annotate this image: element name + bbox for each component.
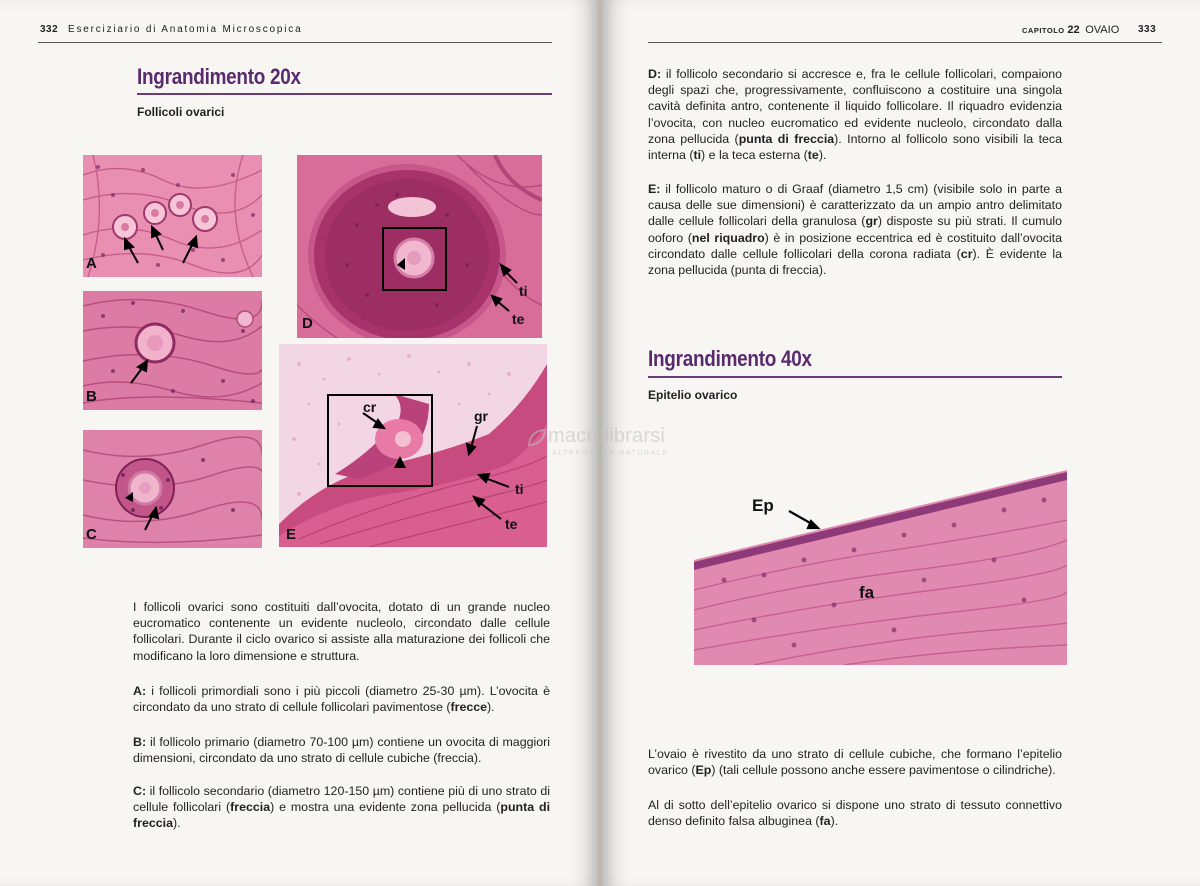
bold-d-1: punta di freccia [738,131,835,146]
text-fa-1: Al di sotto dell’epitelio ovarico si dispone uno strato di tessuto connettivo denso definito falsa albuginea ( [648,798,1062,829]
subtitle-epitelio: Epitelio ovarico [648,388,738,402]
header-rule [38,42,552,43]
label-e-gr: gr [474,408,488,424]
bold-e-2: nel riquadro [691,230,765,245]
page-number-right: 333 [1138,24,1157,35]
section-rule [137,93,552,95]
watermark-brand: macrolibrarsi [548,425,666,447]
paragraph-epitelio-1 [648,746,1062,778]
micrograph-a [83,155,262,277]
text-c-2: ) e mostra una evidente zona pellucida ( [270,800,501,815]
figure-letter-b: B [86,388,97,405]
text-e-1: il follicolo maturo o di Graaf (diametro 1,5 cm) (visibile solo in parte a causa delle sue dimensioni) è caratterizzato da un ampio antro delimitato dalle cellule follicolari della granulosa ( [648,182,1062,229]
bold-ep: Ep [695,763,712,778]
figure-letter-d: D [302,315,313,332]
label-fa: fa [859,583,875,602]
micrograph-d [297,155,542,338]
bold-e-1: gr [865,214,878,229]
header-rule-right [648,42,1162,43]
text-ep-2: ) (tali cellule possono anche essere pavimentose o cilindriche). [711,763,1056,778]
micrograph-b [83,291,262,410]
micrograph-c [83,430,262,548]
bold-d-3: te [807,148,819,163]
text-d-4: ). [818,148,827,163]
paragraph-epitelio-2 [648,797,1062,829]
text-e-3: ) è in posizione eccentrica ed è costituito dall’ovocita circondato dalle cellule follicolari della corona radiata ( [648,230,1062,261]
left-page [0,0,598,886]
label-d-ti: ti [519,283,528,299]
paragraph-a [133,683,550,715]
lead-c: C: [133,784,147,798]
intro-paragraph: I follicoli ovarici sono costituiti dall’ovocita, dotato di un grande nucleo eucromatico contenente un evidente nucleolo, circondato dalle cellule follicolari. Durante il ciclo ovarico si assiste alla maturazione dei follicoli che modificano la loro dimensione e struttura. [133,600,550,663]
paragraph-c [133,783,550,832]
text-d-1: il follicolo secondario si accresce e, fra le cellule follicolari, compaiono degli spazi che, progressivamente, confluiscono a costituire una singola cavità definita antro, contenente il liquido follicolare. Il riquadro evidenzia l’ovocita, con nucleo eucromatico ed evidente nucleolo, circondato dalla zona pellucida ( [648,67,1062,146]
bold-e-3: cr [960,246,973,261]
paragraph-e [648,181,1062,278]
bold-c-2: punta di freccia [133,800,551,831]
chapter-label: CAPITOLO [1022,26,1065,35]
bold-fa: fa [819,814,831,829]
label-d-te: te [512,311,525,327]
text-c-3: ). [172,816,181,831]
page-number-left: 332 [40,24,59,35]
section-title-40x: Ingrandimento 40x [648,346,812,371]
right-page [602,0,1200,886]
lead-e: E: [648,182,661,196]
label-e-ti: ti [515,481,524,497]
text-d-2: ). Intorno al follicolo sono visibili la teca interna ( [648,131,1063,163]
watermark-tagline: ALTERNATIVA NATURALE [552,450,669,457]
bold-d-2: ti [693,148,702,163]
section-rule-right [648,376,1062,378]
subtitle-follicoli: Follicoli ovarici [137,105,225,119]
bold-c-1: freccia [230,800,271,815]
micrograph-e [279,344,547,547]
chapter-number: 22 [1067,24,1080,36]
chapter-header [1022,24,1119,36]
chapter-name: OVAIO [1085,24,1120,36]
figure-letter-c: C [86,526,97,543]
text-fa-2: ). [830,814,839,829]
label-ep: Ep [752,496,774,515]
micrograph-epitelio [694,440,1067,665]
text-e-4: ). È evidente la zona pellucida (punta di freccia). [648,246,1062,278]
label-e-te: te [505,516,518,532]
text-e-2: ) disposte su più strati. Il cumulo ooforo ( [648,214,1063,245]
label-e-cr: cr [363,399,377,415]
figure-letter-e: E [286,526,297,543]
bold-a-1: frecce [450,700,488,715]
text-b-1: il follicolo primario (diametro 70-100 µm) contiene un ovocita di maggiori dimensioni, circondato da uno strato di cellule cubiche (freccia). [133,735,550,766]
text-a-2: ). [487,700,495,715]
paragraph-b [133,734,550,766]
paragraph-d [648,66,1062,163]
text-d-3: ) e la teca esterna ( [701,148,808,163]
lead-a: A: [133,684,147,698]
lead-d: D: [648,67,662,81]
figure-letter-a: A [86,255,97,272]
section-title-20x: Ingrandimento 20x [137,64,301,89]
text-a-1: i follicoli primordiali sono i più piccoli (diametro 25-30 µm). L’ovocita è circondato da uno strato di cellule follicolari pavimentose ( [133,684,550,715]
running-title: Eserciziario di Anatomia Microscopica [68,24,303,35]
lead-b: B: [133,735,147,749]
text-ep-1: L’ovaio è rivestito da uno strato di cellule cubiche, che formano l’epitelio ovarico ( [648,747,1062,778]
text-c-1: il follicolo secondario (diametro 120-150 µm) contiene più di uno strato di cellule follicolari ( [133,784,550,815]
